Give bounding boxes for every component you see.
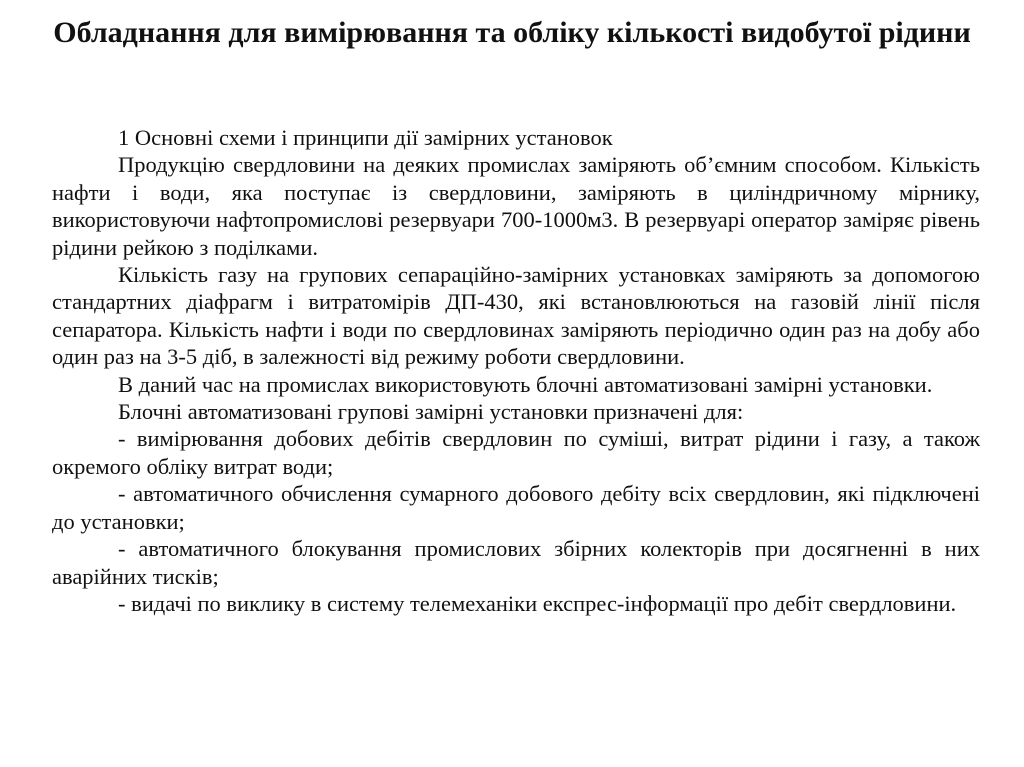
slide-title: Обладнання для вимірювання та обліку кількості видобутої рідини [53, 16, 971, 49]
list-item-auto-blocking: - автоматичного блокування промислових збірних колекторів при досягненні в них аварійних тисків; [52, 536, 980, 589]
list-item-auto-calculation: - автоматичного обчислення сумарного добового дебіту всіх свердловин, які підключені до установки; [52, 481, 980, 534]
paragraph-volumetric-method: Продукцію свердловини на деяких промислах заміряють об’ємним способом. Кількість нафти і води, яка поступає із свердловини, заміряють в циліндричному мірнику, використовуючи нафтопромислові резервуари 700-1000м3. В резервуарі оператор заміряє рівень рідини рейкою з поділками. [52, 152, 980, 260]
section-heading: 1 Основні схеми і принципи дії замірних установок [118, 125, 613, 150]
paragraph-gas-measurement: Кількість газу на групових сепараційно-замірних установках заміряють за допомогою стандартних діафрагм і витратомірів ДП-430, які встановлюються на газовій лінії після сепаратора. Кількість нафти і води по свердловинах заміряють періодично один раз на добу або один раз на 3-5 діб, в залежності від режиму роботи свердловини. [52, 262, 980, 370]
list-item-daily-flow: - вимірювання добових дебітів свердловин по суміші, витрат рідини і газу, а також окремого обліку витрат води; [52, 426, 980, 479]
slide-body [52, 124, 980, 617]
paragraph-purpose-intro: Блочні автоматизовані групові замірні установки призначені для: [118, 399, 744, 425]
list-item-telemetry: - видачі по виклику в систему телемеханіки експрес-інформації про дебіт свердловини. [118, 590, 957, 616]
paragraph-block-units: В даний час на промислах використовують блочні автоматизовані замірні установки. [118, 371, 933, 397]
